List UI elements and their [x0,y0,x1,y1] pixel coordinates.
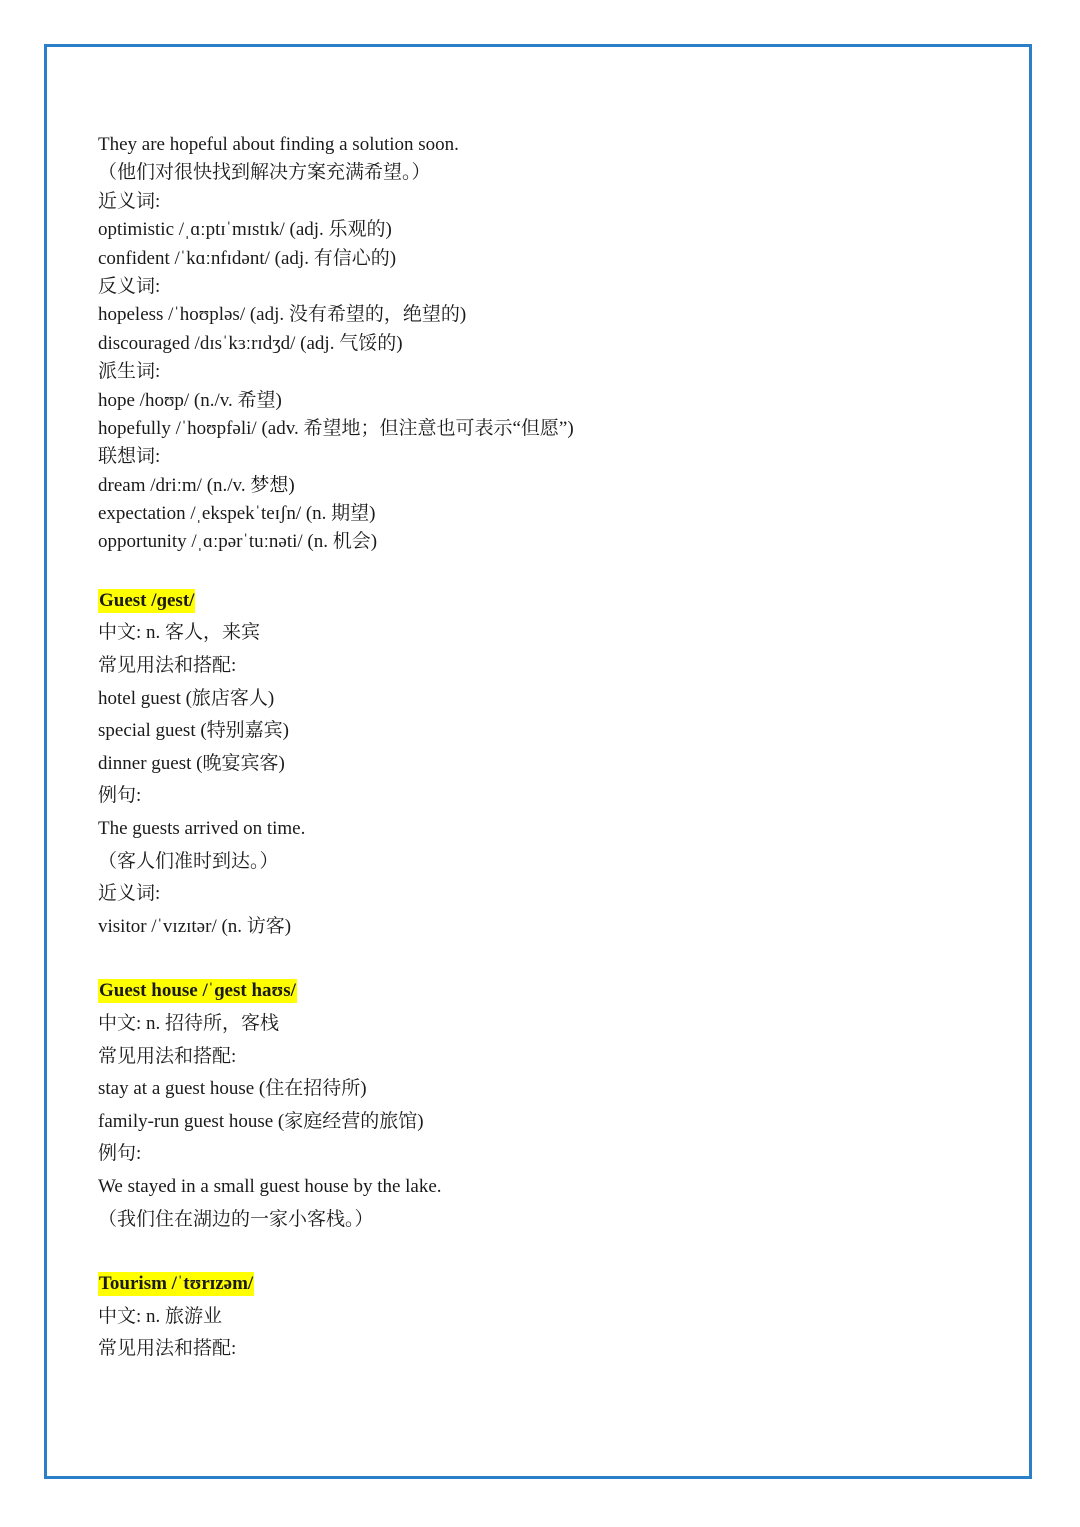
example-label: 例句: [98,1143,142,1165]
chinese-meaning: 中文: n. 招待所，客栈 [98,1012,280,1034]
usage-item: special guest (特别嘉宾) [98,720,290,742]
usage-item: hotel guest (旅店客人) [98,687,275,709]
usage-label: 常见用法和搭配: [98,1338,237,1360]
example-label: 例句: [98,785,142,807]
antonyms-label: 反义词: [98,275,161,297]
association-item: dream /driːm/ (n./v. 梦想) [98,474,295,496]
usage-item: dinner guest (晚宴宾客) [98,752,285,774]
usage-item: stay at a guest house (住在招待所) [98,1078,367,1100]
example-sentence: The guests arrived on time. [98,818,306,840]
entry-heading: Guest /ɡest/ [99,589,195,611]
chinese-meaning: 中文: n. 客人，来宾 [98,622,261,644]
antonym-item: hopeless /ˈhoʊpləs/ (adj. 没有希望的，绝望的) [98,304,467,326]
guest-house-entry [98,975,998,1236]
synonym-item: visitor /ˈvɪzɪtər/ (n. 访客) [98,915,292,937]
example-sentence: We stayed in a small guest house by the lake. [98,1175,442,1197]
synonym-item: optimistic /ˌɑːptɪˈmɪstɪk/ (adj. 乐观的) [98,219,392,241]
example-translation: （我们住在湖边的一家小客栈。） [98,1208,374,1230]
synonyms-label: 近义词: [98,883,161,905]
association-item: expectation /ˌekspekˈteɪʃn/ (n. 期望) [98,503,376,525]
example-translation: （他们对很快找到解决方案充满希望。） [98,162,431,184]
associations-label: 联想词: [98,446,161,468]
document-body [98,131,998,1366]
example-sentence: They are hopeful about finding a solution soon. [98,134,459,155]
usage-item: family-run guest house (家庭经营的旅馆) [98,1110,424,1132]
tourism-entry [98,1268,998,1366]
entry-heading: Guest house /ˈɡest haʊs/ [99,980,296,1002]
chinese-meaning: 中文: n. 旅游业 [98,1305,223,1327]
synonym-item: confident /ˈkɑːnfɪdənt/ (adj. 有信心的) [98,247,397,269]
usage-label: 常见用法和搭配: [98,1045,237,1067]
association-item: opportunity /ˌɑːpərˈtuːnəti/ (n. 机会) [98,531,378,553]
example-translation: （客人们准时到达。） [98,850,279,872]
entry-heading: Tourism /ˈtʊrɪzəm/ [99,1273,254,1295]
derivative-item: hopefully /ˈhoʊpfəli/ (adv. 希望地；但注意也可表示“但愿”) [98,417,574,439]
derivative-item: hope /hoʊp/ (n./v. 希望) [98,389,282,411]
synonyms-label: 近义词: [98,190,161,212]
derivatives-label: 派生词: [98,361,161,383]
usage-label: 常见用法和搭配: [98,655,237,677]
hopeful-entry-continued [98,131,998,557]
guest-entry [98,585,998,944]
antonym-item: discouraged /dɪsˈkɜːrɪdʒd/ (adj. 气馁的) [98,332,403,354]
